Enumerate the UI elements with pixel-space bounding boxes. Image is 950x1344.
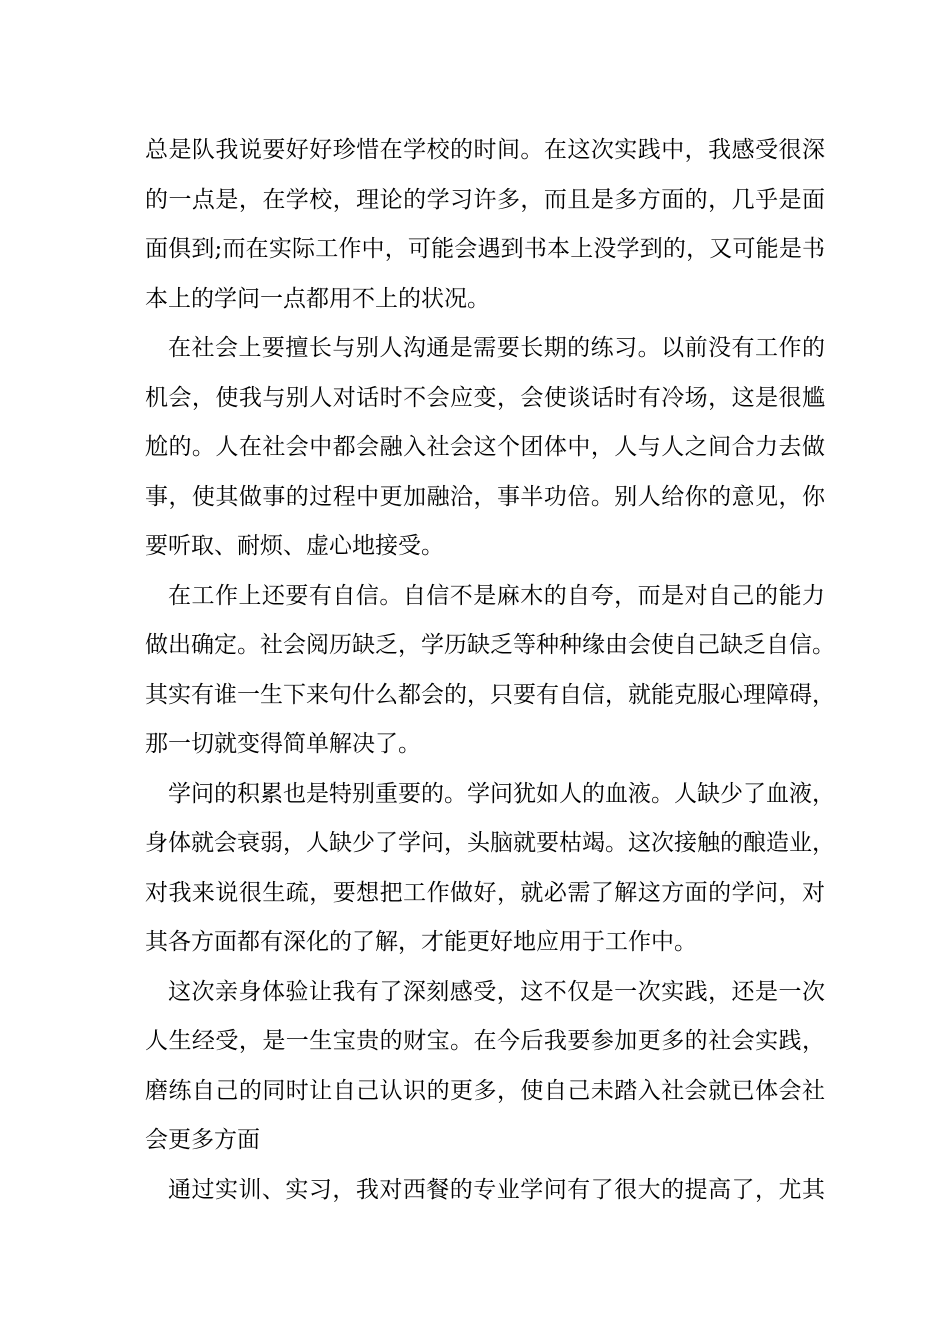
- text-line: 学问的积累也是特别重要的。学问犹如人的血液。人缺少了血液，: [168, 780, 835, 807]
- text-line: 人生经受，是一生宝贵的财宝。在今后我要参加更多的社会实践，: [145, 1028, 825, 1054]
- text-line: 的一点是，在学校，理论的学习许多，而且是多方面的，几乎是面: [145, 186, 825, 213]
- text-line: 在工作上还要有自信。自信不是麻木的自夸，而是对自己的能力: [168, 582, 825, 609]
- text-line: 身体就会衰弱，人缺少了学问，头脑就要枯竭。这次接触的酿造业，: [145, 830, 835, 856]
- text-line: 其实有谁一生下来句什么都会的，只要有自信，就能克服心理障碍，: [145, 681, 835, 708]
- document-body: [145, 126, 835, 1215]
- text-line: 那一切就变得简单解决了。: [145, 731, 421, 757]
- text-line: 尬的。人在社会中都会融入社会这个团体中，人与人之间合力去做: [145, 434, 825, 460]
- text-line: 机会，使我与别人对话时不会应变，会使谈话时有冷场，这是很尴: [145, 384, 825, 411]
- text-line: 在社会上要擅长与别人沟通是需要长期的练习。以前没有工作的: [168, 335, 825, 361]
- text-line: 要听取、耐烦、虚心地接受。: [145, 533, 444, 559]
- text-line: 总是队我说要好好珍惜在学校的时间。在这次实践中，我感受很深: [145, 137, 825, 163]
- text-line: 会更多方面: [145, 1127, 260, 1153]
- text-line: 这次亲身体验让我有了深刻感受，这不仅是一次实践，还是一次: [168, 978, 825, 1005]
- text-line: 通过实训、实习，我对西餐的专业学问有了很大的提高了，尤其: [168, 1176, 825, 1203]
- text-line: 本上的学问一点都用不上的状况。: [145, 285, 490, 312]
- text-line: 对我来说很生疏，要想把工作做好，就必需了解这方面的学问，对: [145, 879, 825, 906]
- text-line: 磨练自己的同时让自己认识的更多，使自己未踏入社会就已体会社: [145, 1077, 825, 1104]
- text-line: 面俱到;而在实际工作中，可能会遇到书本上没学到的，又可能是书: [145, 236, 825, 262]
- text-line: 做出确定。社会阅历缺乏，学历缺乏等种种缘由会使自己缺乏自信。: [145, 632, 835, 658]
- text-line: 事，使其做事的过程中更加融洽，事半功倍。别人给你的意见，你: [145, 483, 825, 510]
- text-line: 其各方面都有深化的了解，才能更好地应用于工作中。: [145, 929, 697, 955]
